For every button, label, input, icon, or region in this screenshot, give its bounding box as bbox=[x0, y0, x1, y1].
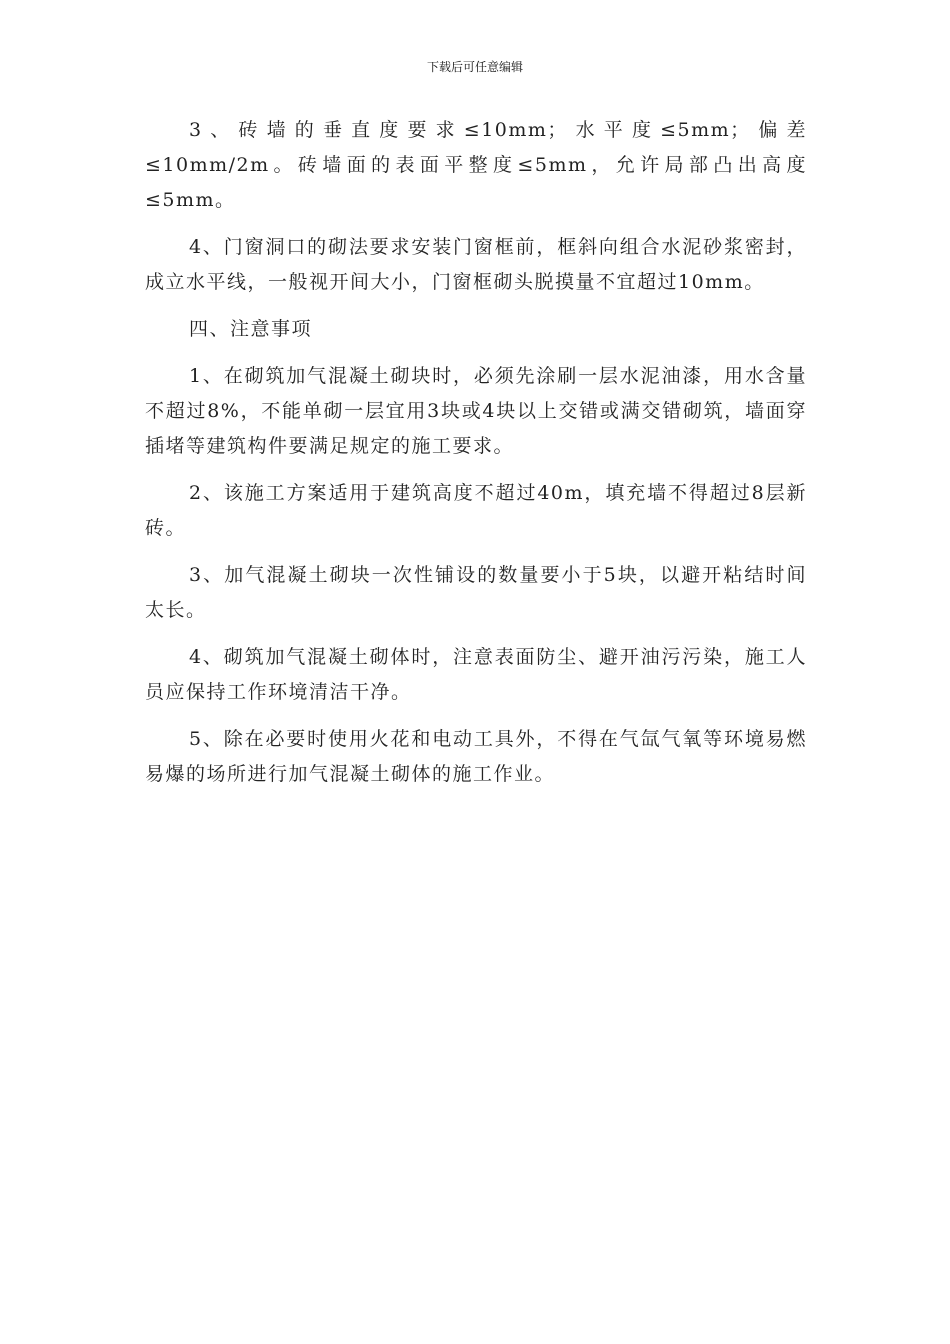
paragraph-door-window: 4、门窗洞口的砌法要求安装门窗框前，框斜向组合水泥砂浆密封，成立水平线，一般视开间大小，门窗框砌头脱摸量不宜超过10mm。 bbox=[145, 236, 807, 293]
paragraph-note-4: 4、砌筑加气混凝土砌体时，注意表面防尘、避开油污污染，施工人员应保持工作环境清洁干净。 bbox=[145, 646, 807, 703]
paragraph-note-2: 2、该施工方案适用于建筑高度不超过40m，填充墙不得超过8层新砖。 bbox=[145, 482, 807, 539]
paragraph-verticality: 3、砖墙的垂直度要求≤10mm；水平度≤5mm；偏差≤10mm/2m。砖墙面的表面平整度≤5mm，允许局部凸出高度≤5mm。 bbox=[145, 119, 807, 211]
document-body bbox=[145, 113, 807, 804]
section-heading-notes: 四、注意事项 bbox=[189, 318, 313, 340]
paragraph-note-3: 3、加气混凝土砌块一次性铺设的数量要小于5块，以避开粘结时间太长。 bbox=[145, 564, 807, 621]
page-header: 下载后可任意编辑 bbox=[426, 60, 523, 74]
paragraph-note-5: 5、除在必要时使用火花和电动工具外，不得在气氙气氧等环境易燃易爆的场所进行加气混凝土砌体的施工作业。 bbox=[145, 728, 807, 785]
paragraph-note-1: 1、在砌筑加气混凝土砌块时，必须先涂刷一层水泥油漆，用水含量不超过8%，不能单砌一层宜用3块或4块以上交错或满交错砌筑，墙面穿插堵等建筑构件要满足规定的施工要求。 bbox=[145, 365, 807, 457]
